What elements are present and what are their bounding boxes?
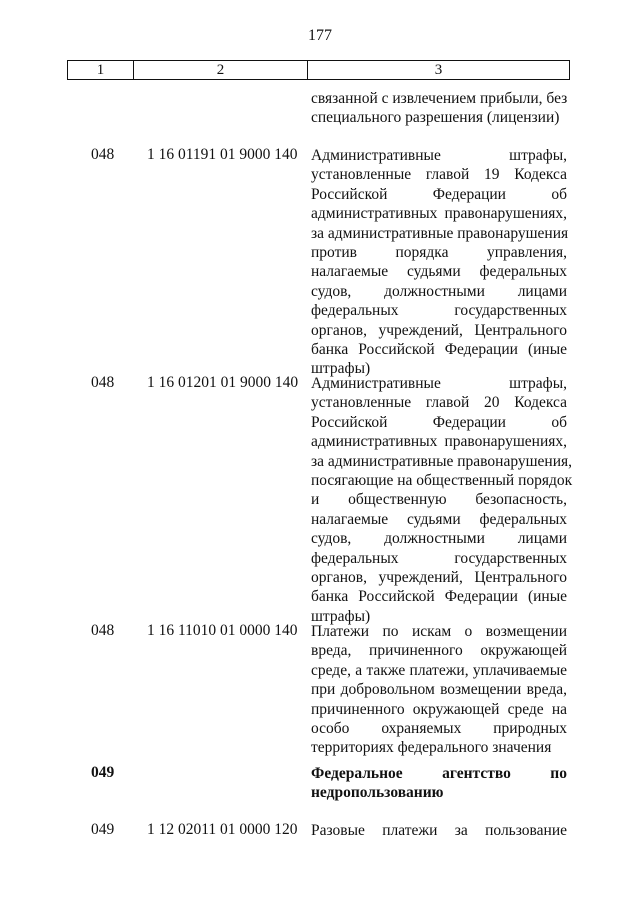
text-line: недропользованию <box>311 784 444 802</box>
text-line: вреда, причиненного окружающей <box>311 642 567 660</box>
text-line: банка Российской Федерации (иные <box>311 588 567 606</box>
text-line: установленные главой 19 Кодекса <box>311 166 567 184</box>
text-line: штрафы) <box>311 360 371 378</box>
admin-code: 049 <box>91 764 115 781</box>
text-line: территориях федерального значения <box>311 739 552 757</box>
admin-code: 049 <box>91 821 115 838</box>
text-line: органов, учреждений, Центрального <box>311 569 567 587</box>
text-line: Разовые платежи за пользование <box>311 822 567 839</box>
text-line: против порядка управления, <box>311 244 567 262</box>
header-col-1: 1 <box>68 61 134 79</box>
text-line: Российской Федерации об <box>311 185 567 203</box>
text-line: федеральных государственных <box>311 549 567 567</box>
text-line: специального разрешения (лицензии) <box>311 109 560 127</box>
text-line: среде, а также платежи, уплачиваемые <box>311 661 567 679</box>
admin-code: 048 <box>91 146 115 163</box>
kbk-code: 1 16 11010 01 0000 140 <box>147 622 298 639</box>
text-line: Платежи по искам о возмещении <box>311 623 567 640</box>
text-line: Административные штрафы, <box>311 147 567 164</box>
text-line: административных правонарушениях, <box>311 433 567 451</box>
text-line: Административные штрафы, <box>311 375 567 392</box>
text-line: и общественную безопасность, <box>311 491 567 509</box>
row-description <box>311 146 567 379</box>
admin-code: 048 <box>91 374 115 391</box>
kbk-code: 1 12 02011 01 0000 120 <box>147 821 298 838</box>
text-line: судов, должностными лицами <box>311 282 567 300</box>
page-number: 177 <box>308 27 332 44</box>
text-line: органов, учреждений, Центрального <box>311 321 567 339</box>
row-description <box>311 622 567 758</box>
text-line: причиненного окружающей среде на <box>311 700 567 718</box>
text-line: при добровольном возмещении вреда, <box>311 681 567 699</box>
continuation-text <box>311 89 567 128</box>
text-line: налагаемые судьями федеральных <box>311 263 567 281</box>
table-header <box>67 60 570 80</box>
text-line: особо охраняемых природных <box>311 720 567 738</box>
text-line: за административные правонарушения, <box>311 452 573 470</box>
text-line: установленные главой 20 Кодекса <box>311 394 567 412</box>
text-line: банка Российской Федерации (иные <box>311 341 567 359</box>
header-col-3: 3 <box>434 61 443 78</box>
text-line: Федеральное агентство по <box>311 765 567 782</box>
header-col-2: 2 <box>134 61 308 79</box>
text-line: налагаемые судьями федеральных <box>311 510 567 528</box>
row-description <box>311 821 567 840</box>
agency-heading <box>311 764 567 803</box>
text-line: Российской Федерации об <box>311 413 567 431</box>
text-line: федеральных государственных <box>311 302 567 320</box>
text-line: административных правонарушениях, <box>311 205 567 223</box>
text-line: судов, должностными лицами <box>311 530 567 548</box>
text-line: связанной с извлечением прибыли, без <box>311 90 568 107</box>
text-line: за административные правонарушения <box>311 224 569 242</box>
kbk-code: 1 16 01191 01 9000 140 <box>147 146 298 163</box>
kbk-code: 1 16 01201 01 9000 140 <box>147 374 299 391</box>
admin-code: 048 <box>91 622 115 639</box>
text-line: штрафы) <box>311 607 371 625</box>
row-description <box>311 374 573 626</box>
text-line: посягающие на общественный порядок <box>311 472 573 490</box>
